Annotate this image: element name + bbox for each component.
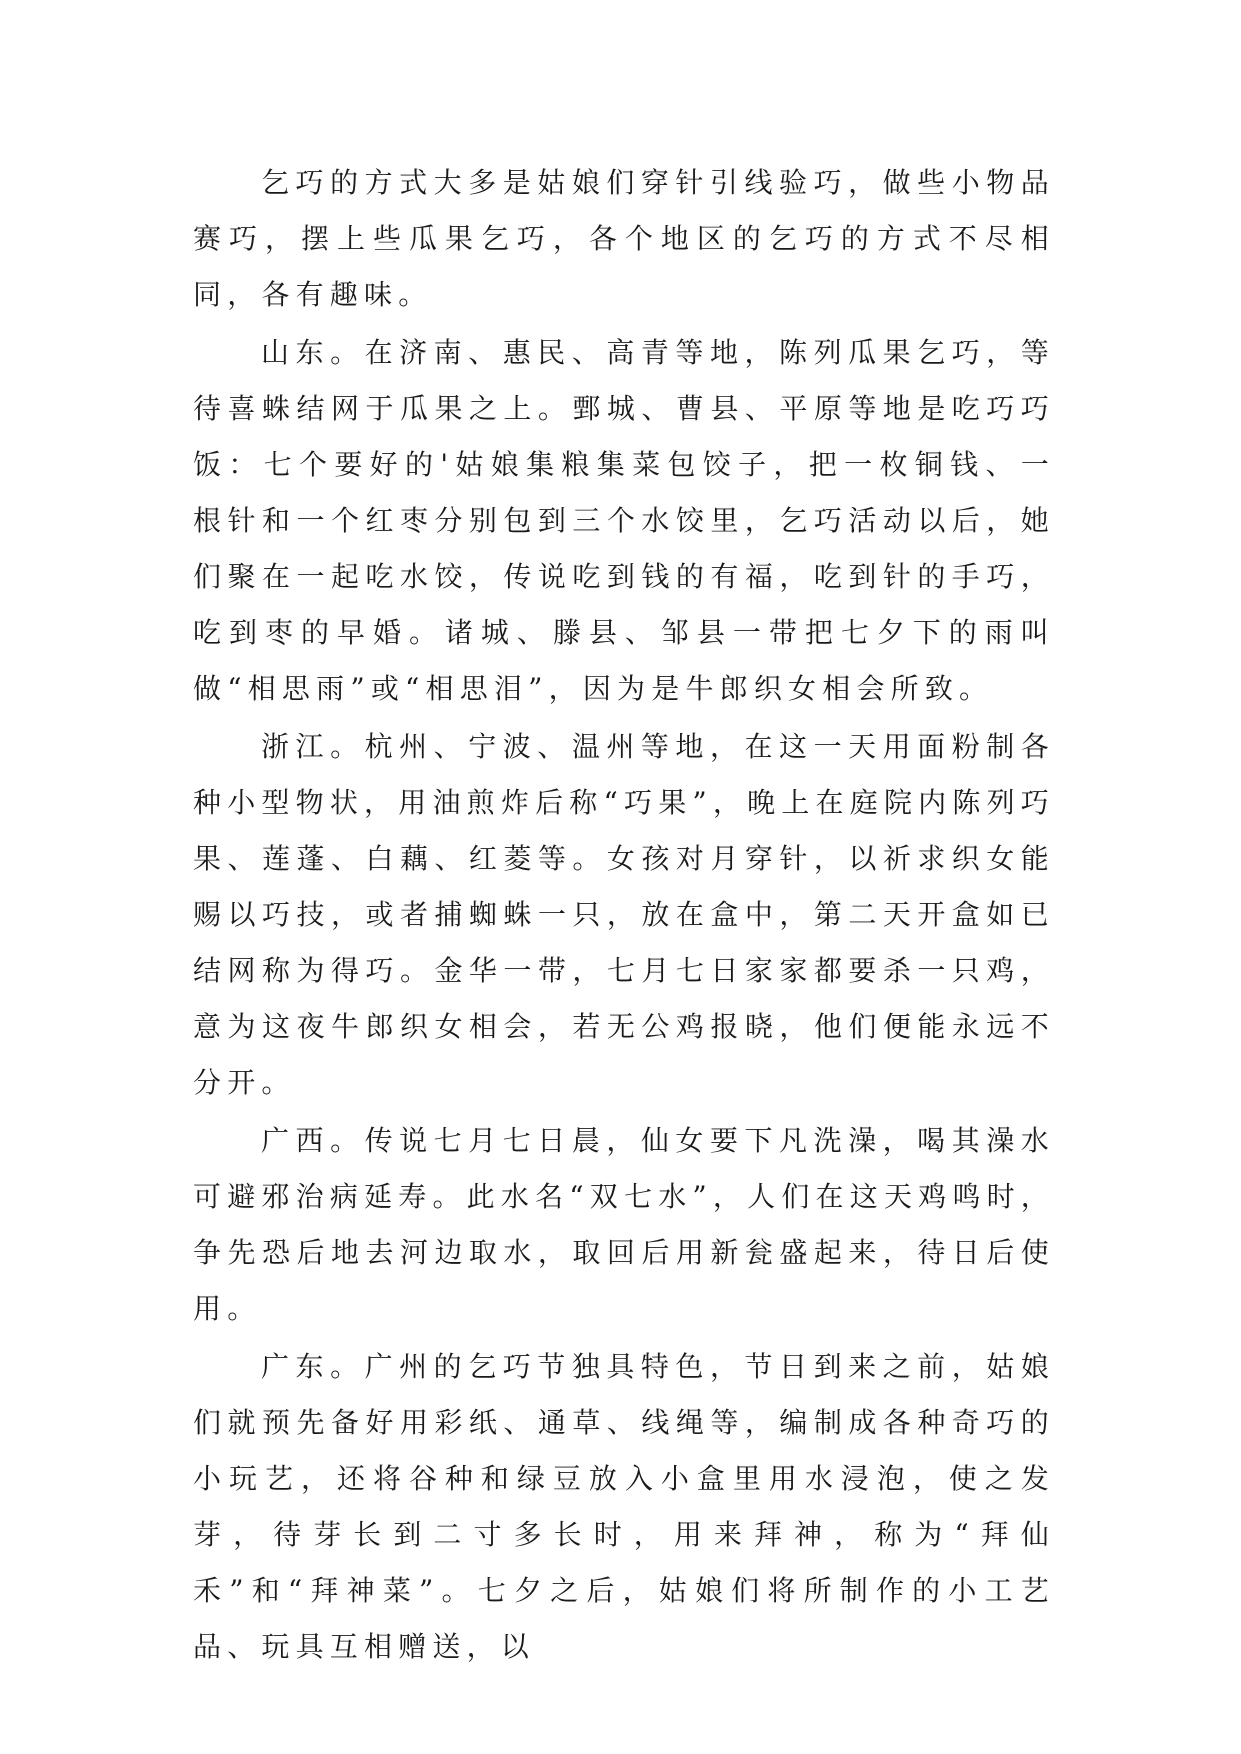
paragraph-guangdong: 广东。广州的乞巧节独具特色，节日到来之前，姑娘们就预先备好用彩纸、通草、线绳等，编制成各种奇巧的小玩艺，还将谷种和绿豆放入小盒里用水浸泡，使之发芽，待芽长到二寸多长时，用来拜神，称为“拜仙禾”和“拜神菜”。七夕之后，姑娘们将所制作的小工艺品、玩具互相赠送，以 (193, 1350, 1055, 1663)
paragraph-zhejiang: 浙江。杭州、宁波、温州等地，在这一天用面粉制各种小型物状，用油煎炸后称“巧果”，晚上在庭院内陈列巧果、莲蓬、白藕、红菱等。女孩对月穿针，以祈求织女能赐以巧技，或者捕蜘蛛一只，放在盒中，第二天开盒如已结网称为得巧。金华一带，七月七日家家都要杀一只鸡，意为这夜牛郎织女相会，若无公鸡报晓，他们便能永远不分开。 (193, 730, 1055, 1099)
paragraph-shandong: 山东。在济南、惠民、高青等地，陈列瓜果乞巧，等待喜蛛结网于瓜果之上。鄄城、曹县、平原等地是吃巧巧饭：七个要好的'姑娘集粮集菜包饺子，把一枚铜钱、一根针和一个红枣分别包到三个水饺里，乞巧活动以后，她们聚在一起吃水饺，传说吃到钱的有福，吃到针的手巧，吃到枣的早婚。诸城、滕县、邹县一带把七夕下的雨叫做“相思雨”或“相思泪”，因为是牛郎织女相会所致。 (193, 336, 1055, 705)
paragraph-intro: 乞巧的方式大多是姑娘们穿针引线验巧，做些小物品赛巧，摆上些瓜果乞巧，各个地区的乞巧的方式不尽相同，各有趣味。 (193, 166, 1055, 311)
paragraph-guangxi: 广西。传说七月七日晨，仙女要下凡洗澡，喝其澡水可避邪治病延寿。此水名“双七水”，人们在这天鸡鸣时，争先恐后地去河边取水，取回后用新瓮盛起来，待日后使用。 (193, 1124, 1055, 1325)
document-body (193, 155, 1055, 1675)
